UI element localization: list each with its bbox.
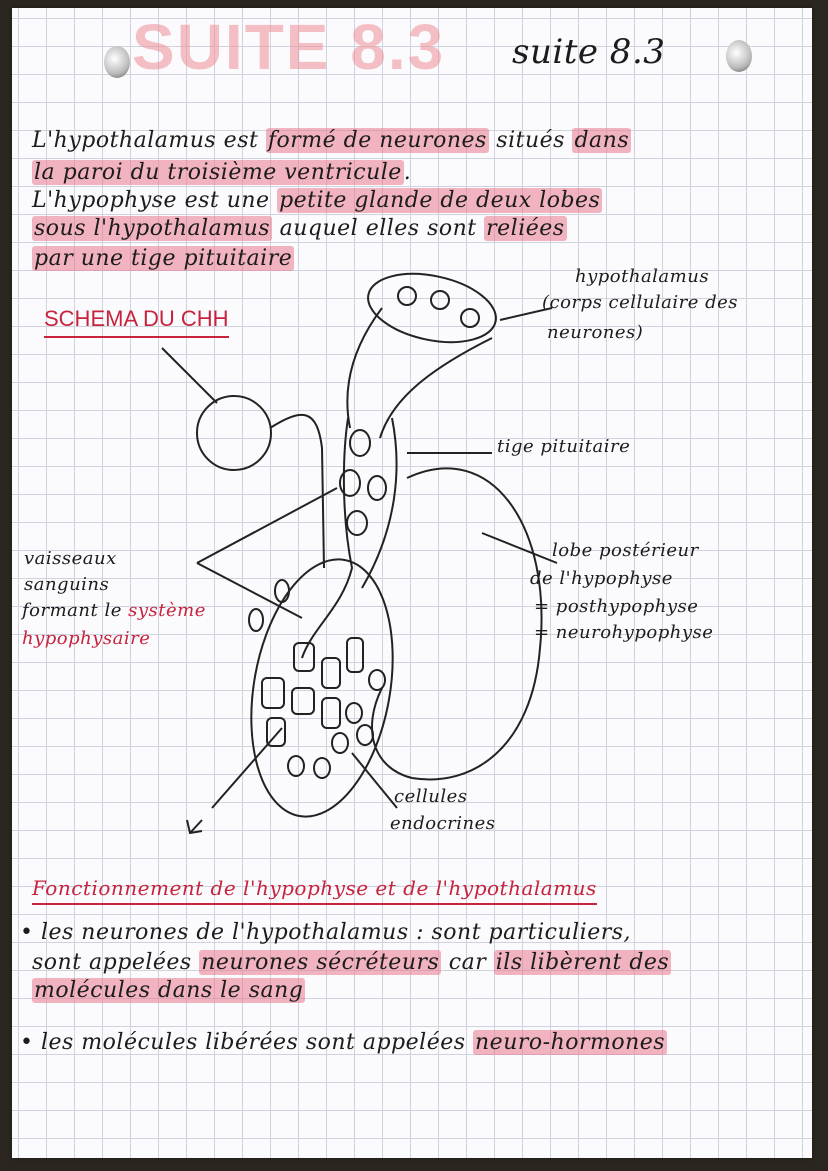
label-neurohypophyse: = neurohypophyse [534, 622, 714, 643]
text-segment: • les neurones de l'hypothalamus : sont particuliers, [20, 920, 632, 945]
highlighted-text: molécules dans le sang [34, 978, 304, 1003]
arrow-vaisseaux [197, 488, 337, 618]
highlighted-text: par une tige pituitaire [34, 246, 293, 271]
highlighted-text: dans [574, 128, 630, 153]
hypothalamus-nuclei [362, 263, 502, 353]
label-hypothalamus: hypothalamus [575, 266, 710, 287]
bullets-line [20, 920, 631, 945]
highlighted-text: neuro-hormones [475, 1030, 666, 1055]
neuron-body [431, 291, 449, 309]
endocrine-cells [249, 430, 386, 778]
highlighted-text: la paroi du troisième ventricule [34, 160, 402, 185]
neuron-body [398, 287, 416, 305]
anterior-lobe [232, 548, 411, 828]
page-title: suite 8.3 [512, 32, 666, 72]
highlighted-text: sous l'hypothalamus [34, 216, 271, 241]
text-segment: car [441, 950, 494, 975]
text-segment: situés [488, 128, 573, 153]
label-vaisseaux: vaisseaux [24, 548, 117, 569]
portal-system [302, 418, 397, 658]
text-segment: . [403, 160, 412, 185]
highlighted-text: ils libèrent des [495, 950, 670, 975]
neuron-body [461, 309, 479, 327]
label-tige-pituitaire: tige pituitaire [497, 436, 631, 457]
text-segment: sont appelées [32, 950, 200, 975]
label-neurones: neurones) [547, 322, 644, 343]
highlighted-text: neurones sécréteurs [201, 950, 440, 975]
label-formant-le: formant le [22, 600, 129, 621]
text-segment: L'hypophyse est une [32, 188, 278, 213]
schema-title: SCHEMA DU CHH [44, 306, 229, 338]
label-formant [22, 600, 206, 621]
label-sanguins: sanguins [24, 574, 110, 595]
title-watermark: SUITE 8.3 [132, 11, 446, 83]
label-endocrines: endocrines [390, 813, 496, 834]
label-lobe-posterieur: lobe postérieur [552, 540, 699, 561]
arrow-lobe [482, 533, 557, 563]
bullets-line [20, 1030, 667, 1055]
label-systeme: système [128, 600, 206, 621]
highlighted-text: reliées [486, 216, 565, 241]
label-posthypophyse: = posthypophyse [534, 596, 699, 617]
vessel-line [162, 348, 324, 568]
posterior-lobe [372, 468, 542, 779]
label-hypophysaire: hypophysaire [22, 628, 151, 649]
bullets-line [32, 950, 671, 975]
label-de-lhypophyse: de l'hypophyse [530, 568, 673, 589]
blood-vessel-loop [197, 396, 271, 470]
highlighted-text: petite glande de deux lobes [279, 188, 601, 213]
bullets-line [32, 978, 305, 1003]
text-segment: L'hypothalamus est [32, 128, 266, 153]
text-segment: auquel elles sont [272, 216, 485, 241]
notebook-page [12, 8, 812, 1158]
section-title: Fonctionnement de l'hypophyse et de l'hypothalamus [32, 876, 597, 905]
label-cellules: cellules [394, 786, 468, 807]
highlighted-text: formé de neurones [267, 128, 487, 153]
label-corps-cellulaire: (corps cellulaire des [542, 292, 739, 313]
text-segment: • les molécules libérées sont appelées [20, 1030, 474, 1055]
